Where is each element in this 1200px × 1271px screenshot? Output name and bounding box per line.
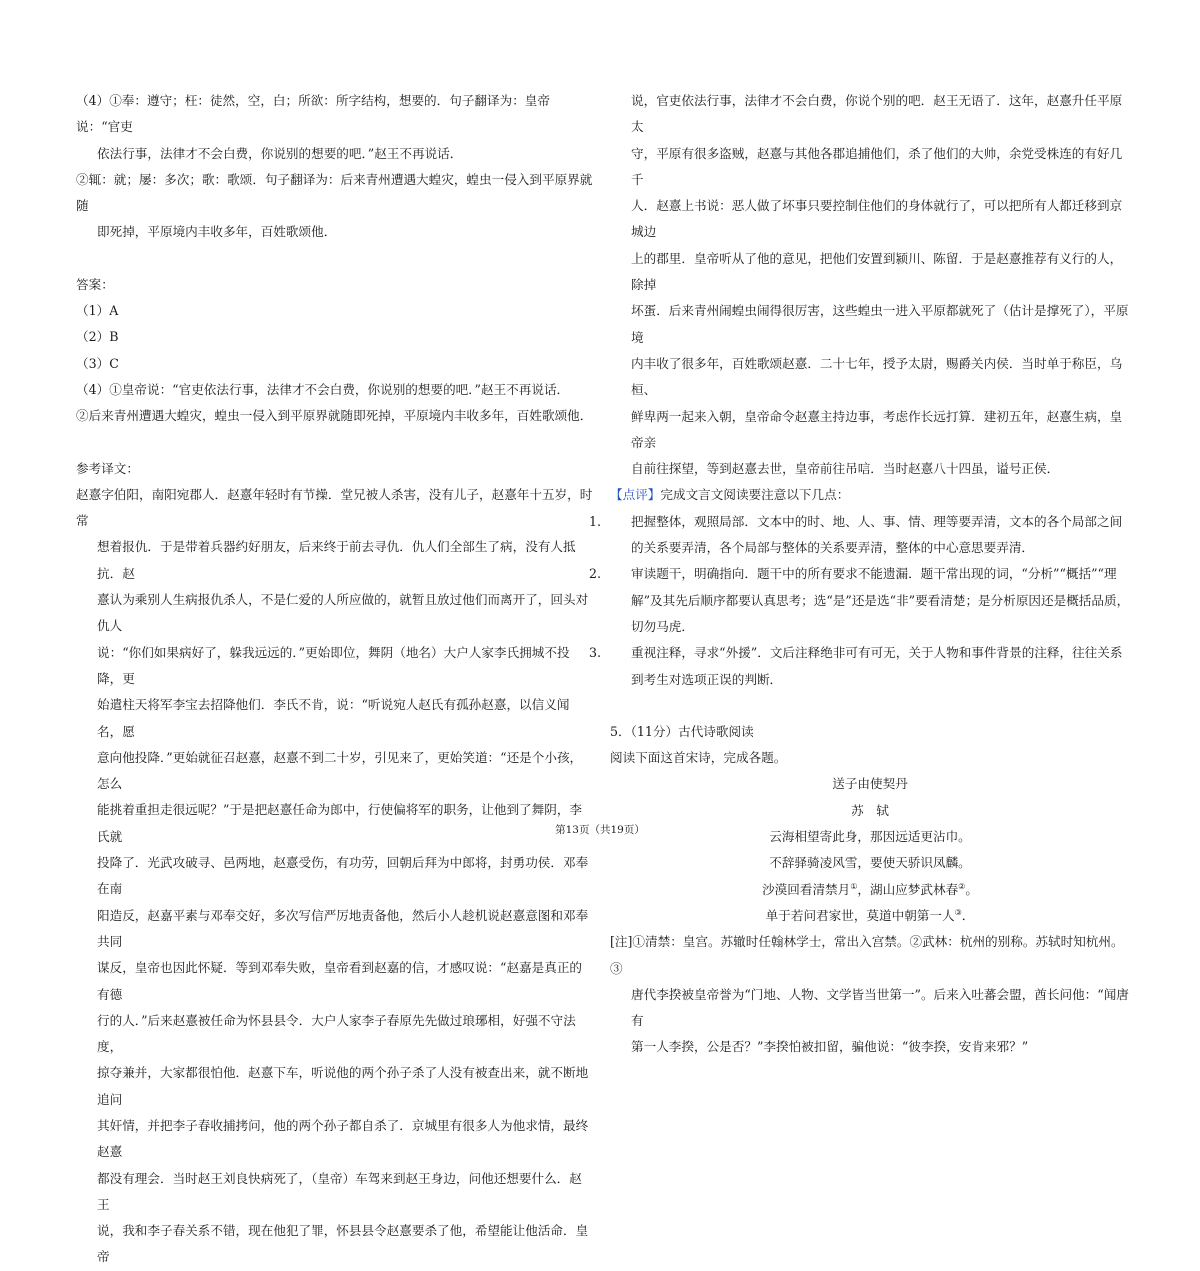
q4-analysis-2-line1: ②辄：就；屡：多次；歌：歌颂．句子翻译为：后来青州遭遇大蝗灾，蝗虫一侵入到平原界就随	[76, 171, 593, 214]
translation-line: 意向他投降．”更始就征召赵憙，赵憙不到二十岁，引见来了，更始笑道：“还是个小孩，怎么	[97, 749, 583, 792]
answer-4-1: （4）①皇帝说：“官吏依法行事，法律才不会白费，你说别的想要的吧．”赵王不再说话．	[76, 381, 570, 397]
translation-line: 都没有理会．当时赵王刘良快病死了，（皇帝）车驾来到赵王身边，问他还想要什么．赵王	[97, 1170, 582, 1212]
answer-1: （1）A	[76, 303, 119, 319]
translation-line: 上的郡里．皇帝听从了他的意见，把他们安置到颍川、陈留．于是赵憙推荐有义行的人，除掉	[631, 250, 1123, 293]
poem-title: 送子由使契丹	[832, 776, 908, 792]
poem-note-line: 唐代李揆被皇帝誉为“门地、人物、文学皆当世第一”。后来入吐蕃会盟，酋长问他：“闻唐有	[631, 986, 1129, 1029]
answer-2: （2）B	[76, 329, 119, 345]
q4-analysis-1-line1: （4）①奉：遵守；枉：徒然，空，白；所欲：所字结构，想要的．句子翻译为：皇帝说：“官吏	[76, 93, 550, 135]
point-2	[589, 561, 1130, 640]
note-ref: ①	[850, 881, 858, 891]
translation-line: 赵憙字伯阳，南阳宛郡人．赵憙年轻时有节操．堂兄被人杀害，没有儿子，赵憙年十五岁，时常	[76, 486, 593, 529]
dianping-text: 完成文言文阅读要注意以下几点：	[660, 487, 850, 503]
poem-line: 不辞驿骑凌风雪，要使天骄识凤麟。	[769, 855, 971, 871]
poem-line-4	[610, 903, 1130, 929]
dianping	[610, 482, 1130, 508]
translation-line: 始遣柱天将军李宝去招降他们．李氏不肯，说：“听说宛人赵氏有孤孙赵憙，以信义闻名，愿	[97, 697, 570, 739]
poem-note-line: [注]①清禁：皇宫。苏辙时任翰林学士，常出入宫禁。②武林：杭州的别称。苏轼时知杭州。③	[610, 934, 1124, 976]
poem-line-part: ，湖山应梦武林春	[857, 881, 959, 897]
q4-analysis-2-line2: 即死掉，平原境内丰收多年，百姓歌颂他．	[97, 224, 337, 240]
point-number: 3.	[589, 645, 602, 661]
point-text: 把握整体，观照局部．文本中的时、地、人、事、情、理等要弄清，文本的各个局部之间的关系要弄清，各个局部与整体的关系要弄清，整体的中心意思要弄清．	[631, 513, 1123, 556]
poem-author: 苏 轼	[851, 802, 889, 818]
dianping-label: 【点评】	[610, 487, 661, 503]
translation-line: 内丰收了很多年，百姓歌颂赵憙．二十七年，授予太尉，赐爵关内侯．当时单于称臣，乌桓、	[631, 355, 1123, 398]
poem-line-part: 。	[965, 881, 978, 897]
point-text: 审读题干，明确指向．题干中的所有要求不能遗漏．题干常出现的词，“分析”“概括”“理解”及其先后顺序都要认真思考；选“是”还是选“非”要看清楚；是分析原因还是概括品质，切勿马虎．	[631, 566, 1130, 634]
poem-line-3	[610, 877, 1130, 903]
note-ref: ③	[954, 907, 962, 917]
q5-instruction: 阅读下面这首宋诗，完成各题。	[610, 750, 787, 766]
translation-line: 其奸情，并把李子春收捕拷问，他的两个孙子都自杀了．京城里有很多人为他求情，最终赵憙	[97, 1117, 589, 1160]
point-text: 重视注释，寻求“外援”．文后注释绝非可有可无，关于人物和事件背景的注释，往往关系到考生对选项正误的判断．	[631, 645, 1123, 687]
poem-line-part: 沙漠回看清禁月	[762, 881, 851, 897]
poem-line: 云海相望寄此身，那因远适更沾巾。	[769, 829, 971, 845]
translation-line: 投降了．光武攻破寻、邑两地，赵憙受伤，有功劳，回朝后拜为中郎将，封勇功侯．邓奉在南	[97, 855, 589, 897]
translation-line: 说：“你们如果病好了，躲我远远的．”更始即位，舞阴（地名）大户人家李氏拥城不投降，更	[97, 644, 570, 686]
answer-4-2: ②后来青州遭遇大蝗灾，蝗虫一侵入到平原界就随即死掉，平原境内丰收多年，百姓歌颂他．	[76, 408, 593, 424]
translation-line: 坏蛋．后来青州闹蝗虫闹得很厉害，这些蝗虫一进入平原都就死了（估计是撑死了），平原境	[631, 303, 1129, 345]
answer-heading: 答案：	[76, 276, 114, 292]
translation-line: 憙认为乘别人生病报仇杀人，不是仁爱的人所应做的，就暂且放过他们而离开了，回头对仇人	[97, 592, 589, 634]
translation-line: 能挑着重担走很远呢？”于是把赵憙任命为郎中，行使偏将军的职务，让他到了舞阴，李氏就	[97, 802, 583, 844]
translation-line: 阳造反，赵嘉平素与邓奉交好，多次写信严厉地责备他，然后小人趁机说赵憙意图和邓奉共同	[97, 907, 589, 949]
translation-heading: 参考译文：	[76, 460, 139, 476]
q4-analysis-1-line2: 依法行事，法律才不会白费，你说别的想要的吧．”赵王不再说话．	[97, 145, 463, 161]
page-footer: 第13页（共19页）	[555, 824, 645, 836]
point-3	[589, 640, 1130, 693]
poem-note-line: 第一人李揆，公是否？”李揆怕被扣留，骗他说：“彼李揆，安肯来邪？”	[631, 1039, 1029, 1055]
translation-line: 鲜卑两一起来入朝，皇帝命令赵憙主持边事，考虑作长远打算．建初五年，赵憙生病，皇帝亲	[631, 408, 1123, 450]
q5-heading: 5．（11分）古代诗歌阅读	[610, 723, 754, 739]
translation-line: 行的人．”后来赵憙被任命为怀县县令．大户人家李子春原先先做过琅琊相，好强不守法度，	[97, 1012, 576, 1055]
translation-line: 说，我和李子春关系不错，现在他犯了罪，怀县县令赵憙要杀了他，希望能让他活命．皇帝	[97, 1223, 589, 1265]
translation-line: 说，官吏依法行事，法律才不会白费，你说个别的吧．赵王无语了．这年，赵憙升任平原太	[631, 93, 1123, 135]
translation-line: 想着报仇．于是带着兵器约好朋友，后来终于前去寻仇．仇人们全部生了病，没有人抵抗．赵	[97, 539, 576, 581]
poem-line-part: 单于若问君家世，莫道中朝第一人	[765, 907, 955, 923]
left-column	[76, 88, 594, 1271]
point-number: 2.	[589, 566, 602, 582]
translation-line: 守，平原有很多盗贼，赵憙与其他各郡追捕他们，杀了他们的大帅，余党受株连的有好几千	[631, 145, 1123, 187]
translation-line: 人．赵憙上书说：恶人做了坏事只要控制住他们的身体就行了，可以把所有人都迁移到京城边	[631, 198, 1123, 240]
answer-3: （3）C	[76, 355, 119, 371]
translation-line: 谋反，皇帝也因此怀疑．等到邓奉失败，皇帝看到赵嘉的信，才感叹说：“赵嘉是真正的有德	[97, 960, 583, 1002]
translation-line: 自前往探望，等到赵憙去世，皇帝前往吊唁．当时赵憙八十四虽，谥号正侯．	[631, 461, 1060, 477]
poem-line-part: ．	[961, 907, 975, 923]
point-1	[589, 509, 1130, 562]
point-number: 1.	[589, 513, 602, 529]
note-ref: ②	[958, 881, 966, 891]
translation-line: 掠夺兼并，大家都很怕他．赵憙下车，听说他的两个孙子杀了人没有被查出来，就不断地追问	[97, 1065, 589, 1107]
